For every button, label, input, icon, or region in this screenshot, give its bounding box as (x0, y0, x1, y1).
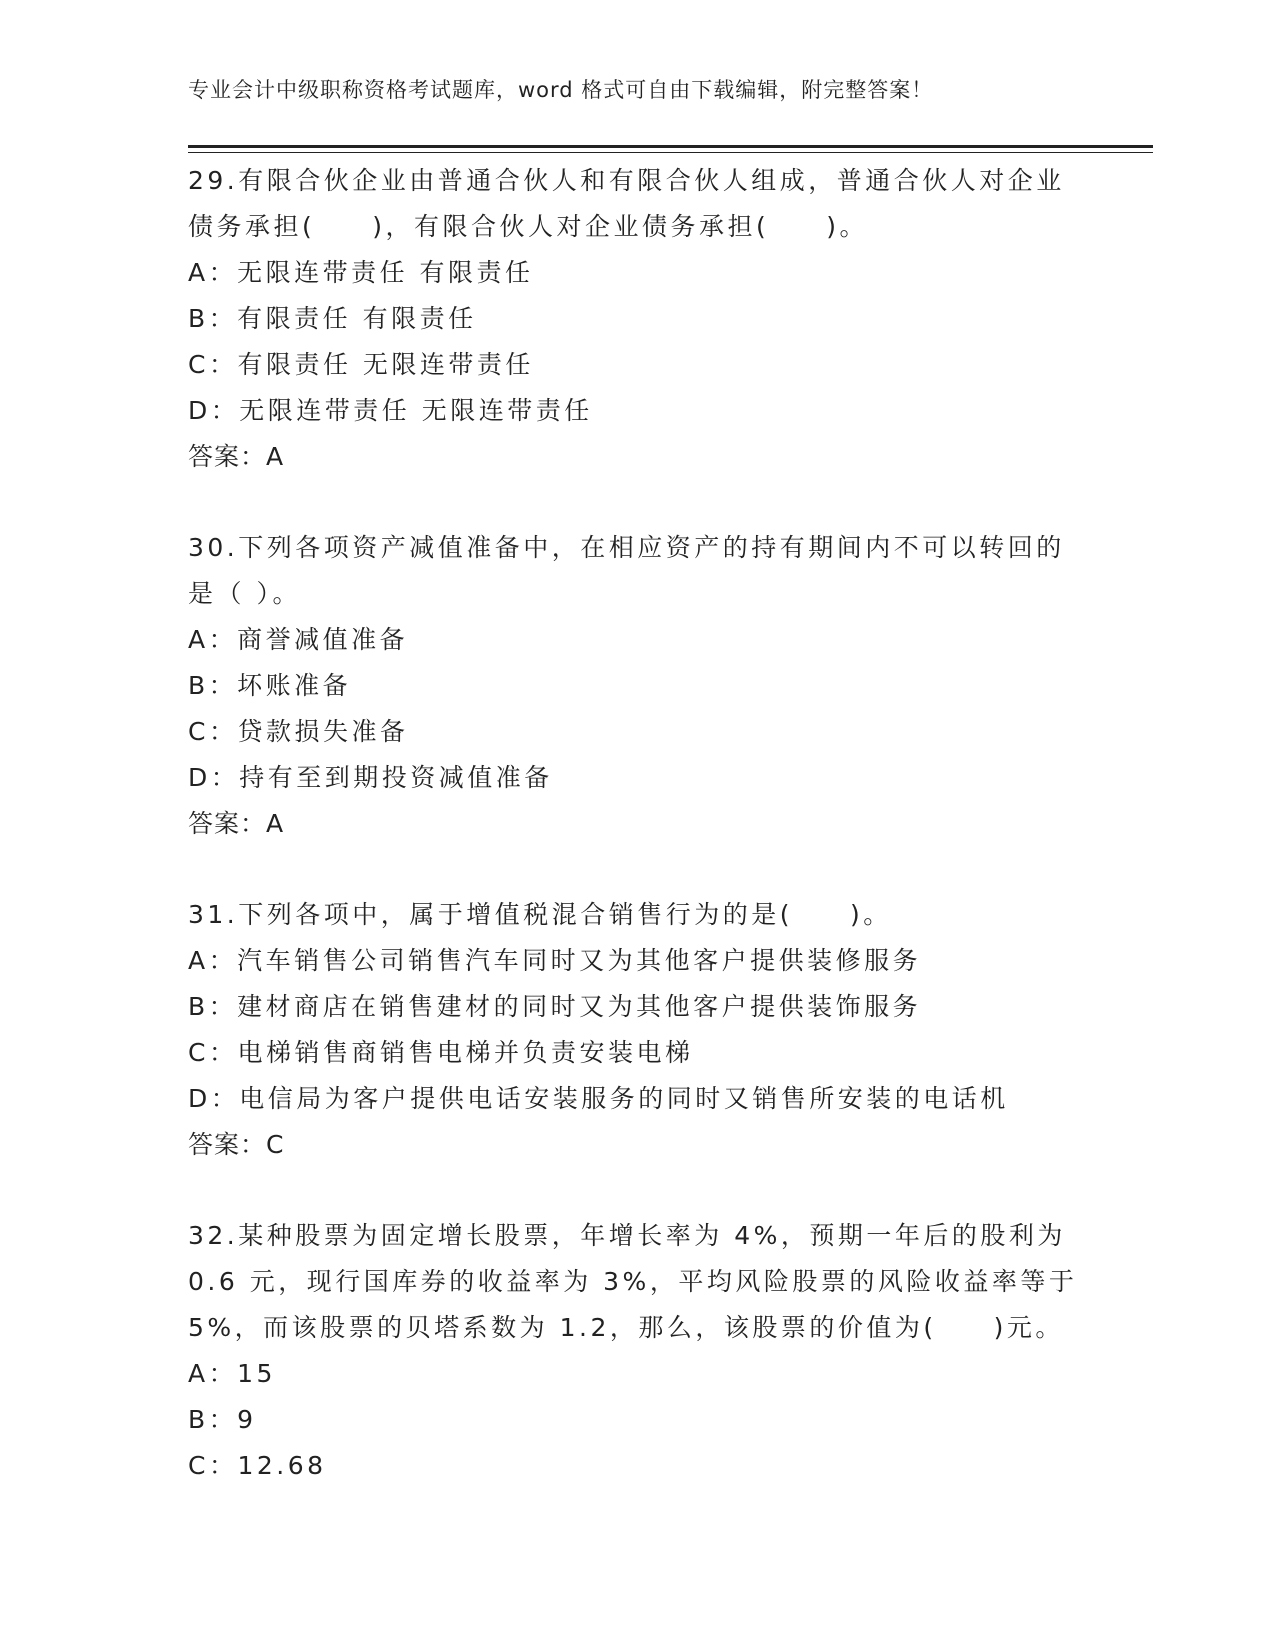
answer-line: 答案：A (188, 809, 285, 838)
option-a: A：无限连带责任 有限责任 (188, 258, 534, 287)
question-list (188, 158, 1118, 1534)
answer-line: 答案：C (188, 1130, 285, 1159)
option-b: B：坏账准备 (188, 671, 352, 700)
option-c: C：有限责任 无限连带责任 (188, 350, 534, 379)
option-b: B：9 (188, 1405, 257, 1434)
option-a: A：15 (188, 1359, 276, 1388)
option-b: B：建材商店在销售建材的同时又为其他客户提供装饰服务 (188, 992, 922, 1021)
question-stem-line: 31.下列各项中，属于增值税混合销售行为的是( )。 (188, 900, 892, 929)
header-rule-thick (188, 145, 1153, 148)
option-c: C：12.68 (188, 1451, 327, 1480)
option-c: C：贷款损失准备 (188, 717, 409, 746)
question-32 (188, 1213, 1118, 1489)
question-stem-line: 是（ ）。 (188, 579, 301, 608)
question-stem-line: 0.6 元，现行国库券的收益率为 3%，平均风险股票的风险收益率等于 (188, 1267, 1078, 1296)
option-b: B：有限责任 有限责任 (188, 304, 477, 333)
question-stem-line: 30.下列各项资产减值准备中，在相应资产的持有期间内不可以转回的 (188, 533, 1065, 562)
question-stem-line: 5%，而该股票的贝塔系数为 1.2，那么，该股票的价值为( )元。 (188, 1313, 1064, 1342)
answer-line: 答案：A (188, 442, 285, 471)
option-c: C：电梯销售商销售电梯并负责安装电梯 (188, 1038, 694, 1067)
question-stem-line: 29.有限合伙企业由普通合伙人和有限合伙人组成，普通合伙人对企业 (188, 166, 1065, 195)
question-stem-line: 32.某种股票为固定增长股票，年增长率为 4%，预期一年后的股利为 (188, 1221, 1066, 1250)
question-31 (188, 892, 1118, 1168)
page-header: 专业会计中级职称资格考试题库，word 格式可自由下载编辑，附完整答案！ (188, 78, 934, 102)
question-30 (188, 525, 1118, 847)
question-29 (188, 158, 1118, 480)
option-d: D：电信局为客户提供电话安装服务的同时又销售所安装的电话机 (188, 1084, 1009, 1113)
option-d: D：持有至到期投资减值准备 (188, 763, 553, 792)
question-stem-line: 债务承担( )，有限合伙人对企业债务承担( )。 (188, 212, 869, 241)
option-a: A：商誉减值准备 (188, 625, 409, 654)
option-d: D：无限连带责任 无限连带责任 (188, 396, 593, 425)
option-a: A：汽车销售公司销售汽车同时又为其他客户提供装修服务 (188, 946, 922, 975)
header-rule-thin (188, 152, 1153, 153)
